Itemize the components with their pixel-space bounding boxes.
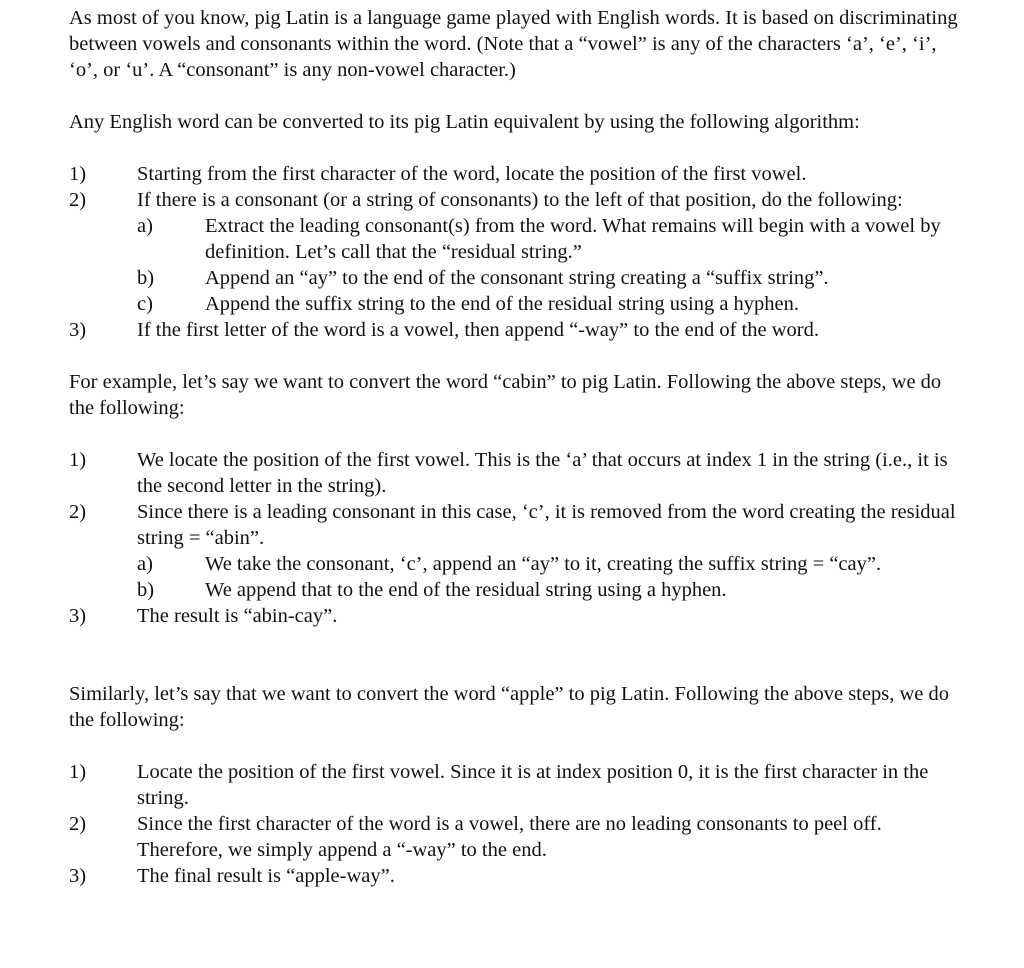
example1-step-2 [69,499,969,551]
step-text: Since there is a leading consonant in this case, ‘c’, it is removed from the word creating the residual string = “abin”. [137,501,956,549]
step-text: Locate the position of the first vowel. Since it is at index position 0, it is the first character in the string. [137,761,929,809]
step-number: 1) [69,449,87,471]
step-text: We locate the position of the first vowel. This is the ‘a’ that occurs at index 1 in the string (i.e., it is the second letter in the string). [137,449,948,497]
substep-letter: b) [137,267,155,289]
step-text: Starting from the first character of the word, locate the position of the first vowel. [137,163,807,185]
substep-text: Append an “ay” to the end of the consonant string creating a “suffix string”. [205,267,829,289]
algorithm-substep-a [137,213,969,265]
intro-paragraph: As most of you know, pig Latin is a language game played with English words. It is based on discriminating between vowels and consonants within the word. (Note that a “vowel” is any of the characters ‘a’, ‘e’, ‘i’, ‘o’, or ‘u’. A “consonant” is any non-vowel character.) [69,7,958,81]
substep-letter: a) [137,553,153,575]
example2-step-1 [69,759,969,811]
algorithm-list [69,161,969,343]
algorithm-intro-paragraph: Any English word can be converted to its pig Latin equivalent by using the following algorithm: [69,111,860,133]
document-body [69,5,969,889]
substep-letter: a) [137,215,153,237]
example2-step-3 [69,863,969,889]
step-number: 3) [69,319,87,341]
algorithm-step-3 [69,317,969,343]
example2-list [69,759,969,889]
algorithm-substep-b [137,265,969,291]
example1-substep-b [137,577,969,603]
step-number: 1) [69,761,87,783]
example2-step-2 [69,811,969,863]
step-number: 2) [69,189,87,211]
algorithm-substep-c [137,291,969,317]
algorithm-step-1 [69,161,969,187]
step-text: Since the first character of the word is a vowel, there are no leading consonants to peel off. Therefore, we simply append a “-way” to the end. [137,813,882,861]
example2-intro-paragraph: Similarly, let’s say that we want to convert the word “apple” to pig Latin. Following the above steps, we do the following: [69,683,949,731]
step-text: If the first letter of the word is a vowel, then append “-way” to the end of the word. [137,319,819,341]
substep-text: Append the suffix string to the end of the residual string using a hyphen. [205,293,800,315]
step-number: 1) [69,163,87,185]
algorithm-step-2 [69,187,969,213]
step-number: 2) [69,813,87,835]
example1-step-1 [69,447,969,499]
example1-substep-a [137,551,969,577]
step-text: The final result is “apple-way”. [137,865,395,887]
example1-step-3 [69,603,969,629]
step-number: 3) [69,865,87,887]
substep-letter: c) [137,293,153,315]
step-text: If there is a consonant (or a string of consonants) to the left of that position, do the following: [137,189,903,211]
step-text: The result is “abin-cay”. [137,605,338,627]
step-number: 3) [69,605,87,627]
step-number: 2) [69,501,87,523]
substep-text: Extract the leading consonant(s) from the word. What remains will begin with a vowel by definition. Let’s call that the “residual string.” [205,215,941,263]
substep-text: We take the consonant, ‘c’, append an “ay” to it, creating the suffix string = “cay”. [205,553,882,575]
substep-text: We append that to the end of the residual string using a hyphen. [205,579,727,601]
substep-letter: b) [137,579,155,601]
example1-list [69,447,969,629]
example1-intro-paragraph: For example, let’s say we want to convert the word “cabin” to pig Latin. Following the above steps, we do the following: [69,371,942,419]
